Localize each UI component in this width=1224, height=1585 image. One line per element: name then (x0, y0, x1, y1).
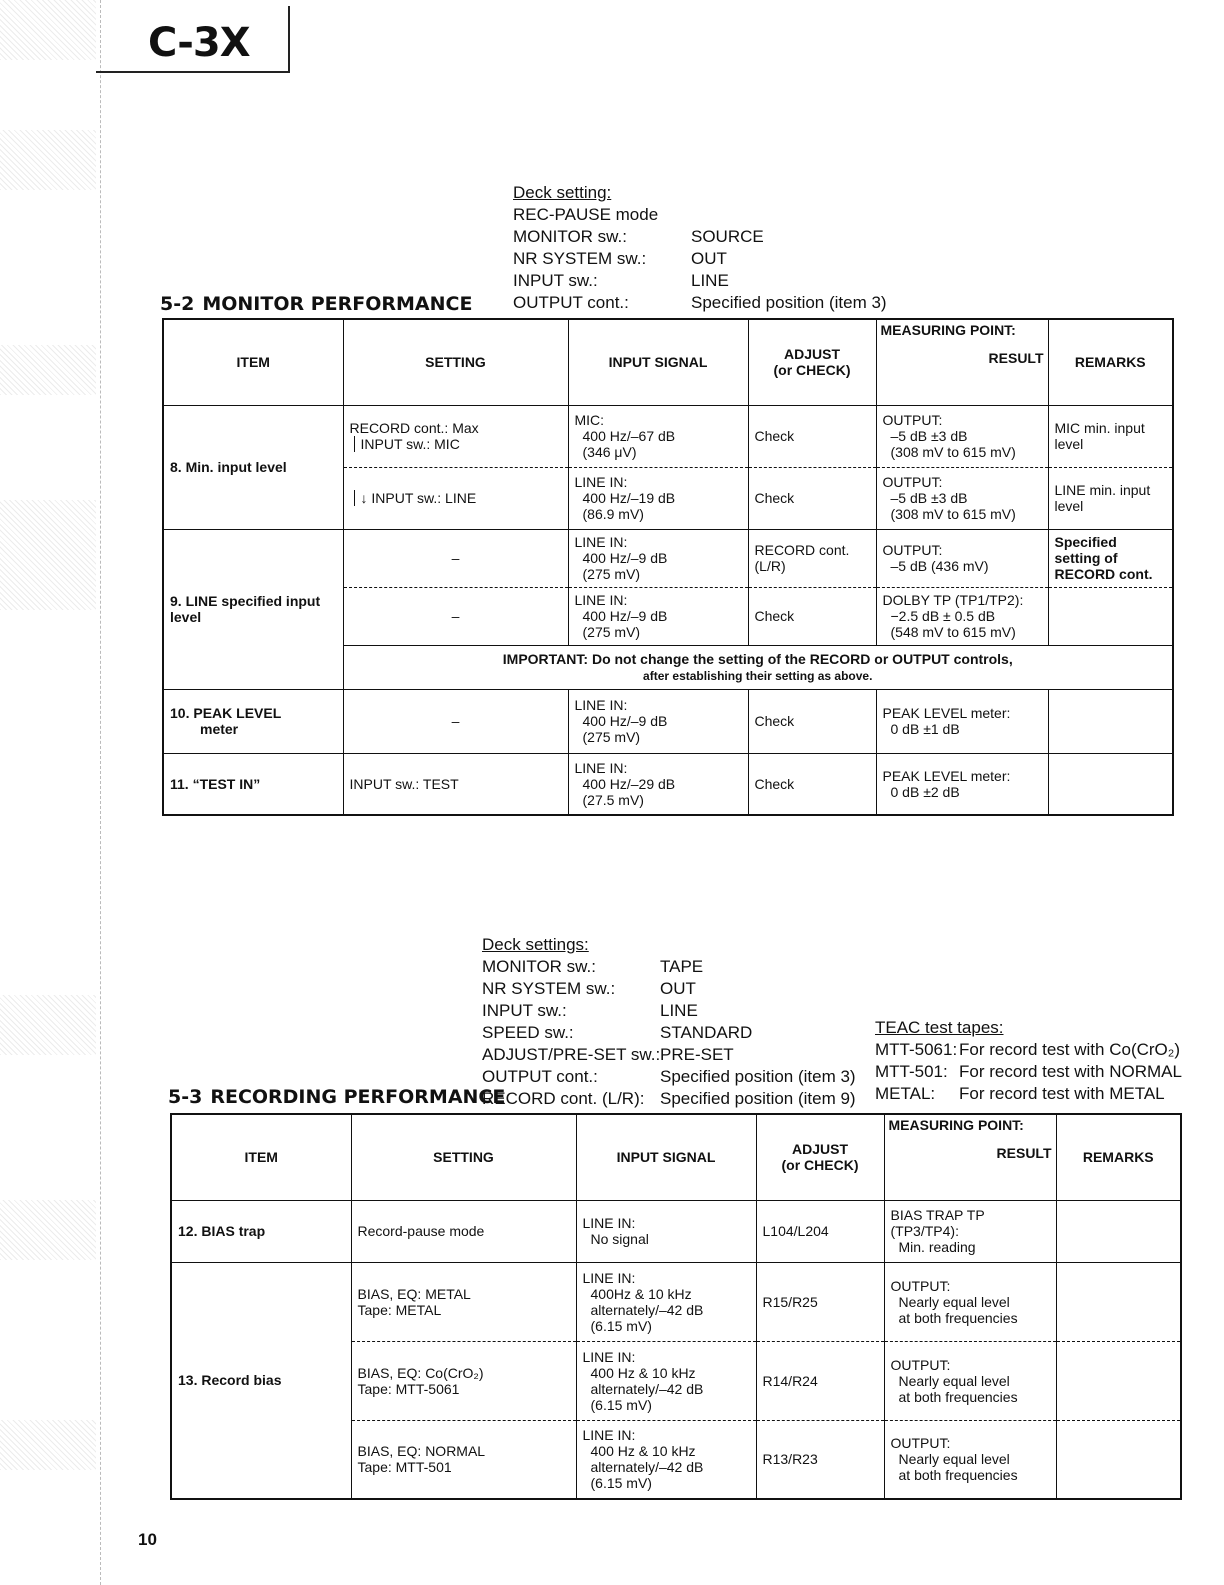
scan-margin-noise (0, 1420, 96, 1470)
deck-settings-title: Deck settings: (482, 935, 589, 954)
setting-row: RECORD cont. (L/R): Specified position (item 9) (482, 1089, 856, 1108)
setting-cell: RECORD cont.: Max INPUT sw.: MIC (343, 405, 568, 467)
col-item: ITEM (171, 1114, 351, 1200)
col-adjust: ADJUST (or CHECK) (748, 319, 876, 405)
remarks-cell (1056, 1420, 1181, 1499)
item-11: 11. “TEST IN” (163, 753, 343, 815)
input-cell: MIC: 400 Hz/–67 dB (346 μV) (568, 405, 748, 467)
adjust-cell: R13/R23 (756, 1420, 884, 1499)
item-10: 10. PEAK LEVEL meter (163, 689, 343, 753)
input-cell: LINE IN: 400 Hz & 10 kHz alternately/–42 dB (6.15 mV) (576, 1341, 756, 1420)
setting-cell: BIAS, EQ: METAL Tape: METAL (351, 1262, 576, 1341)
setting-cell: – (343, 689, 568, 753)
adjust-cell: R14/R24 (756, 1341, 884, 1420)
col-setting: SETTING (351, 1114, 576, 1200)
col-remarks: REMARKS (1048, 319, 1173, 405)
input-cell: LINE IN: No signal (576, 1200, 756, 1262)
teac-title: TEAC test tapes: (875, 1018, 1004, 1037)
col-setting: SETTING (343, 319, 568, 405)
setting-row: INPUT sw.: LINE (513, 271, 729, 290)
col-measuring-point: MEASURING POINT: RESULT (884, 1114, 1056, 1200)
col-remarks: REMARKS (1056, 1114, 1181, 1200)
result-cell: PEAK LEVEL meter: 0 dB ±2 dB (876, 753, 1048, 815)
important-note: IMPORTANT: Do not change the setting of the RECORD or OUTPUT controls, after establishing their setting as above. (343, 645, 1173, 689)
scan-margin-noise (0, 500, 96, 610)
setting-cell: Record-pause mode (351, 1200, 576, 1262)
remarks-cell (1048, 689, 1173, 753)
recording-table (170, 1113, 1182, 1500)
setting-row: NR SYSTEM sw.: OUT (513, 249, 727, 268)
input-cell: LINE IN: 400 Hz/–9 dB (275 mV) (568, 587, 748, 645)
section-heading-monitor: 5-2 MONITOR PERFORMANCE (160, 293, 473, 315)
remarks-cell: MIC min. input level (1048, 405, 1173, 467)
input-cell: LINE IN: 400 Hz/–29 dB (27.5 mV) (568, 753, 748, 815)
remarks-cell (1056, 1262, 1181, 1341)
result-cell: OUTPUT: –5 dB ±3 dB (308 mV to 615 mV) (876, 405, 1048, 467)
adjust-cell: Check (748, 753, 876, 815)
remarks-cell (1048, 587, 1173, 645)
section-heading-recording: 5-3 RECORDING PERFORMANCE (168, 1086, 506, 1108)
adjust-cell: Check (748, 587, 876, 645)
scan-margin-noise (0, 0, 96, 60)
col-adjust: ADJUST (or CHECK) (756, 1114, 884, 1200)
deck-mode: REC-PAUSE mode (513, 205, 659, 224)
scan-margin-noise (0, 995, 96, 1055)
col-item: ITEM (163, 319, 343, 405)
adjust-cell: RECORD cont. (L/R) (748, 529, 876, 587)
input-cell: LINE IN: 400 Hz/–9 dB (275 mV) (568, 689, 748, 753)
setting-cell: INPUT sw.: TEST (343, 753, 568, 815)
setting-row: OUTPUT cont.: Specified position (item 3) (482, 1067, 856, 1086)
setting-cell: – (343, 587, 568, 645)
scan-margin-noise (0, 345, 96, 395)
result-cell: OUTPUT: Nearly equal level at both frequencies (884, 1420, 1056, 1499)
teac-test-tapes (875, 1017, 1182, 1105)
col-measuring-point: MEASURING POINT: RESULT (876, 319, 1048, 405)
col-input: INPUT SIGNAL (568, 319, 748, 405)
tape-row: MTT-501: For record test with NORMAL (875, 1062, 1182, 1081)
input-cell: LINE IN: 400 Hz/–19 dB (86.9 mV) (568, 467, 748, 529)
item-12: 12. BIAS trap (171, 1200, 351, 1262)
binding-margin-line (100, 0, 102, 1585)
result-cell: OUTPUT: Nearly equal level at both frequencies (884, 1262, 1056, 1341)
model-label: C-3X (148, 20, 250, 66)
setting-row: INPUT sw.: LINE (482, 1001, 698, 1020)
deck-setting-title: Deck setting: (513, 183, 612, 202)
setting-row: SPEED sw.: STANDARD (482, 1023, 753, 1042)
result-cell: DOLBY TP (TP1/TP2): −2.5 dB ± 0.5 dB (548 mV to 615 mV) (876, 587, 1048, 645)
result-cell: OUTPUT: –5 dB (436 mV) (876, 529, 1048, 587)
tape-row: MTT-5061: For record test with Co(CrO₂) (875, 1040, 1181, 1059)
result-cell: OUTPUT: Nearly equal level at both frequencies (884, 1341, 1056, 1420)
adjust-cell: R15/R25 (756, 1262, 884, 1341)
setting-cell: BIAS, EQ: NORMAL Tape: MTT-501 (351, 1420, 576, 1499)
col-input: INPUT SIGNAL (576, 1114, 756, 1200)
adjust-cell: Check (748, 405, 876, 467)
result-cell: PEAK LEVEL meter: 0 dB ±1 dB (876, 689, 1048, 753)
setting-row: MONITOR sw.: TAPE (482, 957, 704, 976)
remarks-cell (1056, 1200, 1181, 1262)
input-cell: LINE IN: 400 Hz & 10 kHz alternately/–42 dB (6.15 mV) (576, 1420, 756, 1499)
item-8: 8. Min. input level (163, 405, 343, 529)
remarks-cell: Specified setting of RECORD cont. (1048, 529, 1173, 587)
scan-margin-noise (0, 130, 96, 190)
setting-row: OUTPUT cont.: Specified position (item 3) (513, 293, 887, 312)
remarks-cell (1048, 753, 1173, 815)
item-13: 13. Record bias (171, 1262, 351, 1499)
setting-cell: ↓ INPUT sw.: LINE (343, 467, 568, 529)
result-cell: OUTPUT: –5 dB ±3 dB (308 mV to 615 mV) (876, 467, 1048, 529)
input-cell: LINE IN: 400 Hz/–9 dB (275 mV) (568, 529, 748, 587)
input-cell: LINE IN: 400Hz & 10 kHz alternately/–42 dB (6.15 mV) (576, 1262, 756, 1341)
setting-row: ADJUST/PRE-SET sw.: PRE-SET (482, 1045, 734, 1064)
setting-cell: – (343, 529, 568, 587)
tape-row: METAL: For record test with METAL (875, 1084, 1165, 1103)
setting-cell: BIAS, EQ: Co(CrO₂) Tape: MTT-5061 (351, 1341, 576, 1420)
result-cell: BIAS TRAP TP (TP3/TP4): Min. reading (884, 1200, 1056, 1262)
adjust-cell: Check (748, 689, 876, 753)
adjust-cell: Check (748, 467, 876, 529)
page-number: 10 (138, 1530, 157, 1549)
setting-row: MONITOR sw.: SOURCE (513, 227, 764, 246)
monitor-table (162, 318, 1174, 816)
adjust-cell: L104/L204 (756, 1200, 884, 1262)
remarks-cell (1056, 1341, 1181, 1420)
item-9: 9. LINE specified input level (163, 529, 343, 689)
setting-row: NR SYSTEM sw.: OUT (482, 979, 696, 998)
remarks-cell: LINE min. input level (1048, 467, 1173, 529)
scan-margin-noise (0, 1200, 96, 1260)
monitor-deck-setting (513, 182, 887, 314)
recording-deck-settings (482, 934, 856, 1110)
